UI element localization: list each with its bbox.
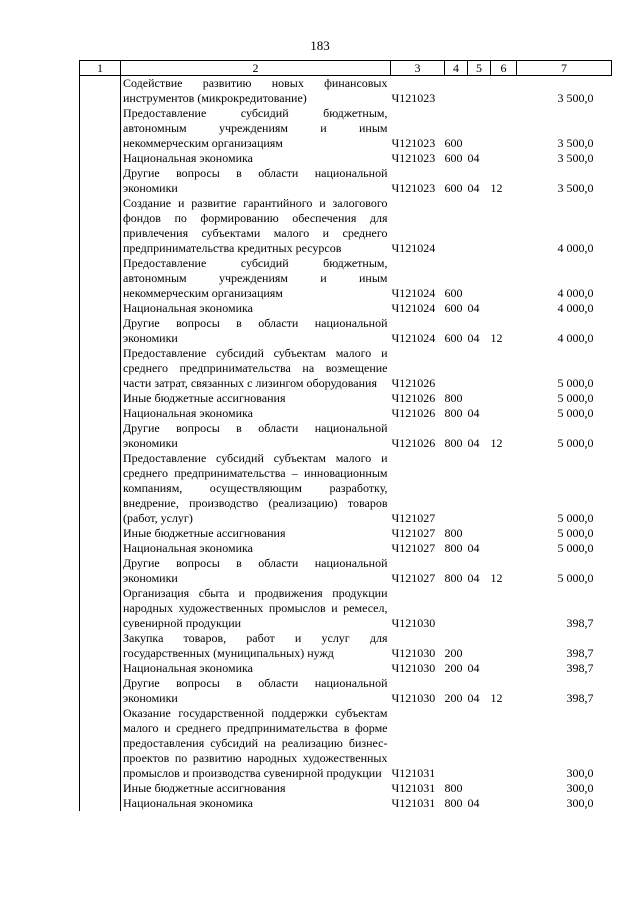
row-number-cell <box>80 781 121 796</box>
row-name: Другие вопросы в области национальной экономики <box>121 316 391 346</box>
subsection <box>491 346 517 391</box>
target-code: Ч121030 <box>391 691 436 705</box>
row-name: Предоставление субсидий субъектам малого и среднего предпринимательства на возмещение части затрат, связанных с лизингом оборудования <box>121 346 391 391</box>
row-name: Иные бюджетные ассигнования <box>121 781 391 796</box>
expense-type: 800 <box>444 526 463 540</box>
amount: 5 000,0 <box>557 406 594 420</box>
table-row <box>80 256 612 301</box>
subsection: 12 <box>490 691 503 705</box>
row-name: Другие вопросы в области национальной экономики <box>121 421 391 451</box>
row-number-cell <box>80 301 121 316</box>
section: 04 <box>467 331 480 345</box>
expense-type: 800 <box>444 571 463 585</box>
target-code: Ч121026 <box>391 376 436 390</box>
section: 04 <box>467 301 480 315</box>
table-row <box>80 556 612 586</box>
amount: 398,7 <box>566 691 594 705</box>
target-code: Ч121023 <box>391 181 436 195</box>
target-code: Ч121023 <box>391 136 436 150</box>
table-row <box>80 631 612 661</box>
row-name: Национальная экономика <box>121 541 391 556</box>
target-code: Ч121031 <box>391 796 436 810</box>
section <box>468 346 491 391</box>
subsection <box>491 661 517 676</box>
table-row <box>80 661 612 676</box>
target-code: Ч121024 <box>391 331 436 345</box>
row-number-cell <box>80 196 121 256</box>
target-code: Ч121023 <box>391 151 436 165</box>
row-name: Предоставление субсидий субъектам малого и среднего предпринимательства – инновационным компаниям, осуществляющим разработку, внедрение, производство (реализацию) товаров (работ, услуг) <box>121 451 391 526</box>
row-name: Предоставление субсидий бюджетным, автономным учреждениям и иным некоммерческим организациям <box>121 256 391 301</box>
subsection <box>491 586 517 631</box>
row-number-cell <box>80 586 121 631</box>
section <box>468 526 491 541</box>
header-col-6: 6 <box>491 61 517 76</box>
subsection: 12 <box>490 571 503 585</box>
section: 04 <box>467 691 480 705</box>
row-number-cell <box>80 406 121 421</box>
target-code: Ч121023 <box>391 91 436 105</box>
row-name: Предоставление субсидий бюджетным, автономным учреждениям и иным некоммерческим организациям <box>121 106 391 151</box>
row-name: Национальная экономика <box>121 151 391 166</box>
table-body <box>80 76 612 812</box>
target-code: Ч121024 <box>391 301 436 315</box>
subsection: 12 <box>490 331 503 345</box>
amount: 4 000,0 <box>557 301 594 315</box>
amount: 5 000,0 <box>557 571 594 585</box>
amount: 3 500,0 <box>557 136 594 150</box>
amount: 5 000,0 <box>557 541 594 555</box>
table-row <box>80 106 612 151</box>
subsection <box>491 301 517 316</box>
amount: 5 000,0 <box>557 511 594 525</box>
target-code: Ч121026 <box>391 406 436 420</box>
expense-type <box>445 346 468 391</box>
table-row <box>80 406 612 421</box>
row-number-cell <box>80 421 121 451</box>
section: 04 <box>467 661 480 675</box>
section: 04 <box>467 436 480 450</box>
row-number-cell <box>80 346 121 391</box>
subsection <box>491 526 517 541</box>
row-name: Другие вопросы в области национальной экономики <box>121 166 391 196</box>
expense-type: 800 <box>444 436 463 450</box>
table-row <box>80 706 612 781</box>
row-number-cell <box>80 796 121 811</box>
table-row <box>80 586 612 631</box>
row-number-cell <box>80 661 121 676</box>
row-number-cell <box>80 316 121 346</box>
subsection: 12 <box>490 181 503 195</box>
subsection: 12 <box>490 436 503 450</box>
row-number-cell <box>80 556 121 586</box>
section: 04 <box>467 181 480 195</box>
section: 04 <box>467 541 480 555</box>
table-row <box>80 796 612 811</box>
row-number-cell <box>80 76 121 107</box>
amount: 300,0 <box>566 796 594 810</box>
subsection <box>491 151 517 166</box>
section <box>468 391 491 406</box>
row-number-cell <box>80 451 121 526</box>
subsection <box>491 196 517 256</box>
row-name: Закупка товаров, работ и услуг для государственных (муниципальных) нужд <box>121 631 391 661</box>
table-row <box>80 781 612 796</box>
expense-type: 800 <box>444 781 463 795</box>
row-name: Иные бюджетные ассигнования <box>121 526 391 541</box>
table-row <box>80 451 612 526</box>
table-header <box>80 61 612 76</box>
amount: 300,0 <box>566 766 594 780</box>
header-col-5: 5 <box>468 61 491 76</box>
row-number-cell <box>80 391 121 406</box>
amount: 5 000,0 <box>557 376 594 390</box>
table-row <box>80 541 612 556</box>
subsection <box>491 76 517 107</box>
row-number-cell <box>80 106 121 151</box>
section <box>468 106 491 151</box>
table-row <box>80 196 612 256</box>
target-code: Ч121026 <box>391 391 436 405</box>
target-code: Ч121027 <box>391 526 436 540</box>
row-name: Национальная экономика <box>121 661 391 676</box>
expense-type: 800 <box>444 541 463 555</box>
subsection <box>491 781 517 796</box>
expense-type: 600 <box>444 286 463 300</box>
subsection <box>491 106 517 151</box>
amount: 4 000,0 <box>557 331 594 345</box>
target-code: Ч121031 <box>391 781 436 795</box>
header-col-3: 3 <box>391 61 445 76</box>
target-code: Ч121030 <box>391 616 436 630</box>
header-col-4: 4 <box>445 61 468 76</box>
section <box>468 196 491 256</box>
subsection <box>491 541 517 556</box>
amount: 5 000,0 <box>557 436 594 450</box>
expense-type: 200 <box>444 691 463 705</box>
amount: 3 500,0 <box>557 181 594 195</box>
target-code: Ч121030 <box>391 646 436 660</box>
expense-type: 600 <box>444 331 463 345</box>
page-number: 183 <box>310 38 330 53</box>
header-row <box>80 61 612 76</box>
table-row <box>80 166 612 196</box>
expense-type: 200 <box>444 646 463 660</box>
row-name: Иные бюджетные ассигнования <box>121 391 391 406</box>
expense-type <box>445 706 468 781</box>
amount: 3 500,0 <box>557 91 594 105</box>
target-code: Ч121030 <box>391 661 436 675</box>
section <box>468 256 491 301</box>
row-name: Другие вопросы в области национальной экономики <box>121 676 391 706</box>
amount: 5 000,0 <box>557 391 594 405</box>
row-number-cell <box>80 151 121 166</box>
subsection <box>491 706 517 781</box>
target-code: Ч121027 <box>391 541 436 555</box>
subsection <box>491 406 517 421</box>
row-name: Национальная экономика <box>121 796 391 811</box>
section <box>468 451 491 526</box>
row-name: Национальная экономика <box>121 406 391 421</box>
target-code: Ч121024 <box>391 241 436 255</box>
amount: 5 000,0 <box>557 526 594 540</box>
amount: 3 500,0 <box>557 151 594 165</box>
row-number-cell <box>80 256 121 301</box>
row-number-cell <box>80 541 121 556</box>
expense-type: 800 <box>444 391 463 405</box>
row-name: Организация сбыта и продвижения продукции народных художественных промыслов и ремесел, сувенирной продукции <box>121 586 391 631</box>
amount: 398,7 <box>566 616 594 630</box>
target-code: Ч121027 <box>391 511 436 525</box>
row-number-cell <box>80 526 121 541</box>
row-number-cell <box>80 676 121 706</box>
target-code: Ч121024 <box>391 286 436 300</box>
target-code: Ч121026 <box>391 436 436 450</box>
row-name: Другие вопросы в области национальной экономики <box>121 556 391 586</box>
table-row <box>80 676 612 706</box>
row-number-cell <box>80 166 121 196</box>
section: 04 <box>467 406 480 420</box>
section <box>468 781 491 796</box>
subsection <box>491 256 517 301</box>
header-col-1: 1 <box>80 61 121 76</box>
section <box>468 706 491 781</box>
subsection <box>491 391 517 406</box>
expense-type <box>445 196 468 256</box>
expense-type: 600 <box>444 151 463 165</box>
header-col-2: 2 <box>121 61 391 76</box>
table-row <box>80 151 612 166</box>
header-col-7: 7 <box>517 61 612 76</box>
subsection <box>491 451 517 526</box>
row-number-cell <box>80 706 121 781</box>
expense-type: 200 <box>444 661 463 675</box>
target-code: Ч121031 <box>391 766 436 780</box>
amount: 4 000,0 <box>557 286 594 300</box>
row-name: Содействие развитию новых финансовых инструментов (микрокредитование) <box>121 76 391 107</box>
expense-type <box>445 586 468 631</box>
section: 04 <box>467 571 480 585</box>
table-row <box>80 316 612 346</box>
subsection <box>491 796 517 811</box>
table-row <box>80 76 612 107</box>
table-row <box>80 391 612 406</box>
expense-type: 800 <box>444 406 463 420</box>
expense-type: 600 <box>444 301 463 315</box>
section <box>468 631 491 661</box>
section <box>468 76 491 107</box>
amount: 300,0 <box>566 781 594 795</box>
amount: 4 000,0 <box>557 241 594 255</box>
section: 04 <box>467 796 480 810</box>
table-row <box>80 301 612 316</box>
amount: 398,7 <box>566 661 594 675</box>
table-row <box>80 421 612 451</box>
expense-type: 600 <box>444 136 463 150</box>
row-name: Оказание государственной поддержки субъектам малого и среднего предпринимательства в форме предоставления субсидий на реализацию бизнес-проектов по развитию народных художественных промыслов и производства сувенирной продукции <box>121 706 391 781</box>
target-code: Ч121027 <box>391 571 436 585</box>
expense-type <box>445 76 468 107</box>
budget-table <box>79 60 612 811</box>
expense-type: 600 <box>444 181 463 195</box>
row-name: Национальная экономика <box>121 301 391 316</box>
subsection <box>491 631 517 661</box>
table-row <box>80 346 612 391</box>
row-number-cell <box>80 631 121 661</box>
table-row <box>80 526 612 541</box>
expense-type <box>445 451 468 526</box>
row-name: Создание и развитие гарантийного и залогового фондов по формированию обеспечения для привлечения субъектами малого и среднего предпринимательства кредитных ресурсов <box>121 196 391 256</box>
section <box>468 586 491 631</box>
expense-type: 800 <box>444 796 463 810</box>
section: 04 <box>467 151 480 165</box>
amount: 398,7 <box>566 646 594 660</box>
